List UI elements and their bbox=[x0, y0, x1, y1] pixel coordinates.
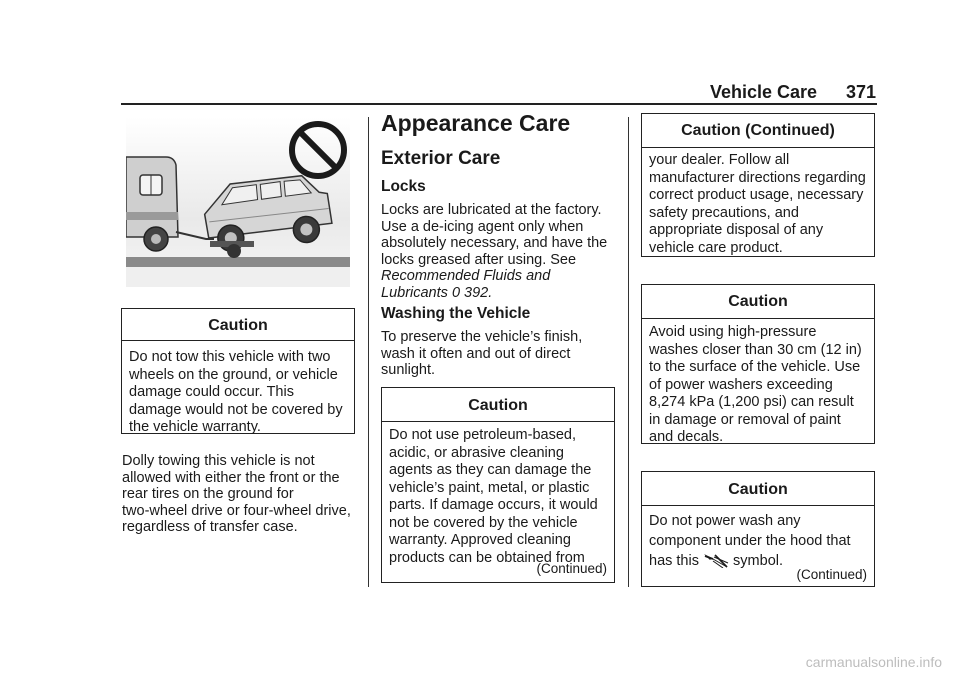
caution-heading: Caution bbox=[122, 309, 354, 341]
continued-label: (Continued) bbox=[536, 561, 607, 576]
caution-line: appropriate disposal of any bbox=[649, 222, 824, 238]
caution-body bbox=[642, 506, 874, 571]
column-divider-2 bbox=[628, 117, 629, 587]
paragraph-line: sunlight. bbox=[381, 362, 436, 378]
washing-paragraph bbox=[381, 329, 617, 379]
header-title: Vehicle Care bbox=[710, 82, 818, 102]
page-ref-number: 392. bbox=[464, 284, 493, 301]
section-title: Appearance Care bbox=[381, 110, 571, 136]
caution-line: of power washers exceeding bbox=[649, 376, 833, 393]
subsection-title: Exterior Care bbox=[381, 148, 501, 169]
dolly-towing-paragraph bbox=[122, 453, 358, 536]
paragraph-line: two-wheel drive or four-wheel drive, bbox=[122, 502, 351, 519]
no-power-wash-symbol-icon bbox=[703, 552, 729, 568]
caution-box-high-pressure bbox=[641, 284, 875, 444]
caution-line: washes closer than 30 cm (12 in) bbox=[649, 341, 862, 358]
caution-line: agents as they can damage the bbox=[389, 462, 592, 478]
header-rule bbox=[121, 103, 877, 105]
caution-line-suffix: symbol. bbox=[733, 553, 784, 569]
caution-heading: Caution bbox=[642, 472, 874, 506]
washing-heading: Washing the Vehicle bbox=[381, 305, 531, 322]
paragraph-line: Locks are lubricated at the factory. bbox=[381, 202, 602, 218]
caution-line: component under the hood that bbox=[649, 533, 851, 549]
caution-line: warranty. Approved cleaning bbox=[389, 532, 571, 548]
caution-heading: Caution bbox=[642, 285, 874, 319]
caution-line: wheels on the ground, or vehicle bbox=[129, 366, 338, 383]
caution-line: acidic, or abrasive cleaning bbox=[389, 444, 564, 461]
locks-heading: Locks bbox=[381, 178, 426, 195]
paragraph-line: wash it often and out of direct bbox=[381, 345, 571, 362]
paragraph-line: Use a de-icing agent only when bbox=[381, 218, 584, 235]
caution-line: to the surface of the vehicle. Use bbox=[649, 359, 861, 375]
caution-line: correct product usage, necessary bbox=[649, 187, 864, 203]
cross-reference-text: Lubricants bbox=[381, 284, 448, 301]
caution-body bbox=[642, 148, 874, 257]
continued-label: (Continued) bbox=[796, 567, 867, 582]
caution-line: your dealer. Follow all bbox=[649, 152, 790, 168]
page-number: 371 bbox=[845, 82, 876, 102]
caution-heading: Caution bbox=[382, 388, 614, 422]
caution-body bbox=[122, 341, 354, 437]
page-ref-symbol: 0 bbox=[451, 284, 461, 301]
paragraph-line: rear tires on the ground for bbox=[122, 486, 294, 502]
caution-line: manufacturer directions regarding bbox=[649, 169, 866, 186]
cross-reference-link[interactable]: Recommended Fluids and bbox=[381, 268, 551, 284]
caution-line: vehicle’s paint, metal, or plastic bbox=[389, 479, 590, 496]
caution-line: 8,274 kPa (1,200 psi) can result bbox=[649, 394, 854, 410]
caution-heading: Caution (Continued) bbox=[642, 114, 874, 148]
caution-line: products can be obtained from bbox=[389, 549, 585, 566]
caution-body bbox=[642, 319, 874, 447]
caution-box-continued bbox=[641, 113, 875, 257]
paragraph-line: allowed with either the front or the bbox=[122, 469, 340, 486]
no-dolly-towing-illustration bbox=[126, 117, 350, 287]
locks-paragraph bbox=[381, 202, 617, 301]
caution-line: safety precautions, and bbox=[649, 204, 799, 221]
caution-line-prefix: has this bbox=[649, 553, 699, 569]
caution-box-hood bbox=[641, 471, 875, 587]
caution-line: in damage or removal of paint bbox=[649, 411, 841, 428]
caution-line: Avoid using high-pressure bbox=[649, 324, 817, 340]
caution-line: Do not power wash any bbox=[649, 513, 801, 529]
caution-line: damage could occur. This bbox=[129, 384, 294, 400]
caution-box-cleaning-agents bbox=[381, 387, 615, 583]
paragraph-line: regardless of transfer case. bbox=[122, 519, 298, 535]
caution-line: the vehicle warranty. bbox=[129, 419, 261, 435]
paragraph-line: To preserve the vehicle’s finish, bbox=[381, 329, 583, 345]
watermark: carmanualsonline.info bbox=[805, 654, 942, 670]
caution-line: Do not use petroleum-based, bbox=[389, 427, 576, 443]
caution-box-no-tow bbox=[121, 308, 355, 434]
caution-body bbox=[382, 422, 614, 567]
caution-line: and decals. bbox=[649, 429, 724, 445]
caution-line: parts. If damage occurs, it would bbox=[389, 497, 598, 513]
caution-line: damage would not be covered by bbox=[129, 401, 343, 418]
paragraph-line: locks greased after using. See bbox=[381, 251, 577, 268]
column-divider-1 bbox=[368, 117, 369, 587]
paragraph-line: absolutely necessary, and have the bbox=[381, 235, 608, 251]
caution-line: vehicle care product. bbox=[649, 239, 783, 256]
caution-line: not be covered by the vehicle bbox=[389, 514, 578, 531]
caution-line: Do not tow this vehicle with two bbox=[129, 349, 331, 365]
paragraph-line: Dolly towing this vehicle is not bbox=[122, 453, 315, 469]
cross-reference-line[interactable] bbox=[381, 285, 617, 302]
